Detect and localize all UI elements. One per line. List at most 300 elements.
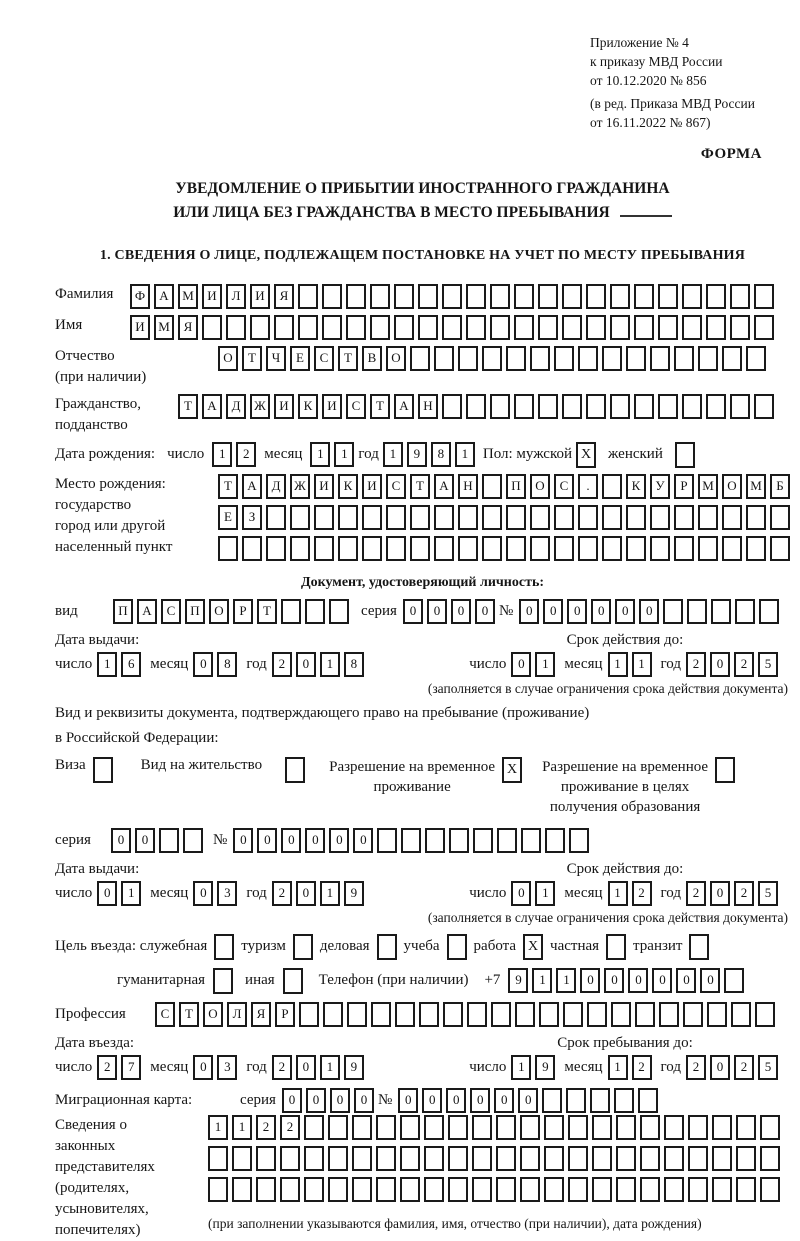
char-cell[interactable] (443, 1002, 463, 1027)
checkbox-inaya[interactable] (283, 968, 303, 994)
char-cell[interactable] (731, 1002, 751, 1027)
char-cell[interactable]: 2 (97, 1055, 117, 1080)
char-cell[interactable]: И (274, 394, 294, 419)
passport-expiry-month-cells[interactable] (608, 652, 656, 677)
char-cell[interactable]: 0 (710, 1055, 730, 1080)
char-cell[interactable] (688, 1115, 708, 1140)
char-cell[interactable]: Д (226, 394, 246, 419)
passport-issue-year-cells[interactable] (272, 652, 368, 677)
char-cell[interactable] (418, 315, 438, 340)
profession-cells[interactable] (155, 1002, 779, 1027)
rvp-issue-day-cells[interactable] (97, 881, 145, 906)
char-cell[interactable]: Т (257, 599, 277, 624)
char-cell[interactable] (746, 536, 766, 561)
char-cell[interactable]: 0 (403, 599, 423, 624)
char-cell[interactable] (554, 505, 574, 530)
char-cell[interactable] (338, 505, 358, 530)
char-cell[interactable] (401, 828, 421, 853)
char-cell[interactable] (616, 1146, 636, 1171)
char-cell[interactable]: 0 (296, 1055, 316, 1080)
char-cell[interactable] (274, 315, 294, 340)
char-cell[interactable]: У (650, 474, 670, 499)
char-cell[interactable]: А (434, 474, 454, 499)
char-cell[interactable] (352, 1146, 372, 1171)
char-cell[interactable]: 5 (758, 881, 778, 906)
char-cell[interactable] (394, 284, 414, 309)
char-cell[interactable] (562, 394, 582, 419)
char-cell[interactable] (183, 828, 203, 853)
doc-type-cells[interactable] (113, 599, 353, 624)
char-cell[interactable] (554, 346, 574, 371)
char-cell[interactable]: 0 (580, 968, 600, 993)
char-cell[interactable]: Н (418, 394, 438, 419)
char-cell[interactable]: 9 (344, 881, 364, 906)
char-cell[interactable]: 2 (686, 1055, 706, 1080)
char-cell[interactable]: И (314, 474, 334, 499)
char-cell[interactable]: 2 (734, 652, 754, 677)
char-cell[interactable]: 1 (97, 652, 117, 677)
char-cell[interactable]: 9 (407, 442, 427, 467)
char-cell[interactable]: Н (458, 474, 478, 499)
char-cell[interactable] (232, 1177, 252, 1202)
char-cell[interactable] (424, 1177, 444, 1202)
char-cell[interactable]: П (185, 599, 205, 624)
checkbox-rabota[interactable]: X (523, 934, 543, 960)
char-cell[interactable]: 0 (615, 599, 635, 624)
char-cell[interactable]: И (202, 284, 222, 309)
char-cell[interactable] (658, 284, 678, 309)
char-cell[interactable] (640, 1115, 660, 1140)
char-cell[interactable] (539, 1002, 559, 1027)
char-cell[interactable] (538, 284, 558, 309)
char-cell[interactable] (730, 284, 750, 309)
char-cell[interactable] (754, 284, 774, 309)
char-cell[interactable] (314, 505, 334, 530)
char-cell[interactable] (497, 828, 517, 853)
char-cell[interactable] (496, 1146, 516, 1171)
char-cell[interactable]: 1 (535, 881, 555, 906)
char-cell[interactable] (280, 1177, 300, 1202)
char-cell[interactable] (530, 505, 550, 530)
char-cell[interactable] (754, 315, 774, 340)
char-cell[interactable] (712, 1115, 732, 1140)
char-cell[interactable]: 0 (628, 968, 648, 993)
char-cell[interactable] (602, 346, 622, 371)
char-cell[interactable]: 0 (422, 1088, 442, 1113)
char-cell[interactable] (338, 536, 358, 561)
char-cell[interactable] (442, 394, 462, 419)
char-cell[interactable] (482, 505, 502, 530)
char-cell[interactable] (466, 284, 486, 309)
char-cell[interactable] (514, 394, 534, 419)
char-cell[interactable]: С (155, 1002, 175, 1027)
rvp-expiry-year-cells[interactable] (686, 881, 782, 906)
char-cell[interactable]: 1 (535, 652, 555, 677)
char-cell[interactable] (448, 1177, 468, 1202)
checkbox-male[interactable]: X (576, 442, 596, 468)
char-cell[interactable] (159, 828, 179, 853)
char-cell[interactable]: К (338, 474, 358, 499)
char-cell[interactable] (448, 1115, 468, 1140)
char-cell[interactable] (496, 1115, 516, 1140)
char-cell[interactable] (614, 1088, 634, 1113)
char-cell[interactable]: О (722, 474, 742, 499)
char-cell[interactable] (448, 1146, 468, 1171)
char-cell[interactable] (664, 1177, 684, 1202)
rvp-issue-month-cells[interactable] (193, 881, 241, 906)
char-cell[interactable]: 6 (121, 652, 141, 677)
char-cell[interactable] (520, 1146, 540, 1171)
char-cell[interactable]: К (626, 474, 646, 499)
char-cell[interactable]: 1 (608, 881, 628, 906)
char-cell[interactable] (634, 315, 654, 340)
char-cell[interactable]: 2 (280, 1115, 300, 1140)
char-cell[interactable] (418, 284, 438, 309)
char-cell[interactable]: 1 (320, 652, 340, 677)
char-cell[interactable] (425, 828, 445, 853)
char-cell[interactable]: 2 (734, 1055, 754, 1080)
char-cell[interactable] (687, 599, 707, 624)
migration-seriya-cells[interactable] (282, 1088, 378, 1113)
char-cell[interactable] (400, 1146, 420, 1171)
char-cell[interactable] (569, 828, 589, 853)
char-cell[interactable]: 2 (686, 881, 706, 906)
char-cell[interactable] (328, 1177, 348, 1202)
char-cell[interactable]: 1 (455, 442, 475, 467)
char-cell[interactable]: О (218, 346, 238, 371)
given-name-cells[interactable] (130, 315, 778, 340)
char-cell[interactable] (328, 1146, 348, 1171)
char-cell[interactable]: 0 (518, 1088, 538, 1113)
birth-year-cells[interactable] (383, 442, 479, 467)
char-cell[interactable] (322, 315, 342, 340)
rvp-issue-year-cells[interactable] (272, 881, 368, 906)
char-cell[interactable]: И (250, 284, 270, 309)
char-cell[interactable] (520, 1115, 540, 1140)
entry-month-cells[interactable] (193, 1055, 241, 1080)
char-cell[interactable] (634, 394, 654, 419)
char-cell[interactable] (521, 828, 541, 853)
char-cell[interactable] (304, 1177, 324, 1202)
char-cell[interactable] (674, 505, 694, 530)
char-cell[interactable] (346, 315, 366, 340)
char-cell[interactable] (506, 505, 526, 530)
char-cell[interactable] (395, 1002, 415, 1027)
char-cell[interactable]: 0 (305, 828, 325, 853)
char-cell[interactable]: 0 (296, 881, 316, 906)
char-cell[interactable]: 0 (543, 599, 563, 624)
char-cell[interactable] (266, 505, 286, 530)
char-cell[interactable]: 0 (354, 1088, 374, 1113)
char-cell[interactable] (707, 1002, 727, 1027)
char-cell[interactable] (706, 284, 726, 309)
char-cell[interactable] (352, 1177, 372, 1202)
passport-expiry-year-cells[interactable] (686, 652, 782, 677)
char-cell[interactable]: С (346, 394, 366, 419)
representatives-row3-cells[interactable] (208, 1177, 784, 1202)
char-cell[interactable] (688, 1146, 708, 1171)
char-cell[interactable] (587, 1002, 607, 1027)
char-cell[interactable] (298, 284, 318, 309)
char-cell[interactable]: М (154, 315, 174, 340)
char-cell[interactable] (730, 394, 750, 419)
char-cell[interactable] (544, 1146, 564, 1171)
char-cell[interactable]: 0 (511, 652, 531, 677)
char-cell[interactable] (659, 1002, 679, 1027)
char-cell[interactable] (482, 474, 502, 499)
char-cell[interactable]: 0 (296, 652, 316, 677)
char-cell[interactable] (770, 505, 790, 530)
char-cell[interactable]: 1 (208, 1115, 228, 1140)
surname-cells[interactable] (130, 284, 778, 309)
char-cell[interactable]: 0 (700, 968, 720, 993)
char-cell[interactable]: 0 (398, 1088, 418, 1113)
char-cell[interactable] (770, 536, 790, 561)
char-cell[interactable]: 1 (334, 442, 354, 467)
char-cell[interactable] (482, 346, 502, 371)
char-cell[interactable]: 0 (329, 828, 349, 853)
char-cell[interactable] (400, 1177, 420, 1202)
char-cell[interactable] (626, 346, 646, 371)
char-cell[interactable]: 9 (344, 1055, 364, 1080)
char-cell[interactable] (299, 1002, 319, 1027)
char-cell[interactable]: 2 (632, 881, 652, 906)
passport-issue-month-cells[interactable] (193, 652, 241, 677)
char-cell[interactable] (506, 536, 526, 561)
char-cell[interactable]: 0 (446, 1088, 466, 1113)
char-cell[interactable]: Я (178, 315, 198, 340)
char-cell[interactable]: 0 (710, 652, 730, 677)
char-cell[interactable] (545, 828, 565, 853)
char-cell[interactable] (698, 505, 718, 530)
char-cell[interactable] (592, 1146, 612, 1171)
char-cell[interactable]: 0 (281, 828, 301, 853)
char-cell[interactable]: 0 (193, 881, 213, 906)
char-cell[interactable] (706, 315, 726, 340)
char-cell[interactable]: П (113, 599, 133, 624)
char-cell[interactable]: Р (275, 1002, 295, 1027)
char-cell[interactable]: А (154, 284, 174, 309)
char-cell[interactable] (490, 284, 510, 309)
char-cell[interactable]: В (362, 346, 382, 371)
char-cell[interactable]: 5 (758, 652, 778, 677)
char-cell[interactable]: 2 (236, 442, 256, 467)
char-cell[interactable] (232, 1146, 252, 1171)
checkbox-female[interactable] (675, 442, 695, 468)
char-cell[interactable] (298, 315, 318, 340)
char-cell[interactable]: С (554, 474, 574, 499)
char-cell[interactable]: 8 (431, 442, 451, 467)
char-cell[interactable] (305, 599, 325, 624)
char-cell[interactable]: С (386, 474, 406, 499)
char-cell[interactable]: Т (178, 394, 198, 419)
char-cell[interactable] (466, 315, 486, 340)
char-cell[interactable] (683, 1002, 703, 1027)
char-cell[interactable] (578, 536, 598, 561)
char-cell[interactable] (419, 1002, 439, 1027)
entry-day-cells[interactable] (97, 1055, 145, 1080)
representatives-row1-cells[interactable] (208, 1115, 784, 1140)
char-cell[interactable] (410, 346, 430, 371)
char-cell[interactable] (650, 346, 670, 371)
citizenship-cells[interactable] (178, 394, 778, 419)
char-cell[interactable] (590, 1088, 610, 1113)
char-cell[interactable]: 0 (470, 1088, 490, 1113)
checkbox-ucheba[interactable] (447, 934, 467, 960)
char-cell[interactable]: Т (242, 346, 262, 371)
char-cell[interactable] (544, 1177, 564, 1202)
checkbox-rvp[interactable]: X (502, 757, 522, 783)
char-cell[interactable] (376, 1115, 396, 1140)
char-cell[interactable] (538, 394, 558, 419)
char-cell[interactable] (266, 536, 286, 561)
patronymic-cells[interactable] (218, 346, 770, 371)
char-cell[interactable]: 0 (257, 828, 277, 853)
char-cell[interactable]: И (322, 394, 342, 419)
char-cell[interactable] (568, 1115, 588, 1140)
char-cell[interactable]: 0 (591, 599, 611, 624)
char-cell[interactable]: 0 (511, 881, 531, 906)
char-cell[interactable] (506, 346, 526, 371)
char-cell[interactable] (208, 1177, 228, 1202)
char-cell[interactable] (698, 536, 718, 561)
char-cell[interactable]: 1 (212, 442, 232, 467)
char-cell[interactable] (706, 394, 726, 419)
char-cell[interactable]: 2 (686, 652, 706, 677)
char-cell[interactable] (377, 828, 397, 853)
char-cell[interactable]: Б (770, 474, 790, 499)
char-cell[interactable] (746, 346, 766, 371)
rvp-expiry-day-cells[interactable] (511, 881, 559, 906)
char-cell[interactable] (449, 828, 469, 853)
char-cell[interactable] (578, 346, 598, 371)
char-cell[interactable] (754, 394, 774, 419)
phone-cells[interactable] (508, 968, 748, 993)
char-cell[interactable]: 2 (272, 881, 292, 906)
char-cell[interactable] (658, 394, 678, 419)
char-cell[interactable] (650, 505, 670, 530)
char-cell[interactable] (562, 284, 582, 309)
char-cell[interactable] (724, 968, 744, 993)
birth-place-row3-cells[interactable] (218, 536, 794, 561)
char-cell[interactable]: 0 (652, 968, 672, 993)
char-cell[interactable] (256, 1177, 276, 1202)
checkbox-sluzhebnaya[interactable] (214, 934, 234, 960)
char-cell[interactable] (736, 1146, 756, 1171)
rvp-expiry-month-cells[interactable] (608, 881, 656, 906)
char-cell[interactable]: 0 (676, 968, 696, 993)
char-cell[interactable] (755, 1002, 775, 1027)
char-cell[interactable] (730, 315, 750, 340)
char-cell[interactable] (400, 1115, 420, 1140)
char-cell[interactable] (202, 315, 222, 340)
char-cell[interactable] (542, 1088, 562, 1113)
representatives-row2-cells[interactable] (208, 1146, 784, 1171)
char-cell[interactable] (682, 394, 702, 419)
char-cell[interactable]: А (202, 394, 222, 419)
char-cell[interactable]: 3 (217, 881, 237, 906)
char-cell[interactable] (530, 536, 550, 561)
char-cell[interactable]: Т (370, 394, 390, 419)
char-cell[interactable] (290, 536, 310, 561)
char-cell[interactable] (242, 536, 262, 561)
char-cell[interactable] (256, 1146, 276, 1171)
char-cell[interactable]: 2 (272, 652, 292, 677)
char-cell[interactable]: 0 (282, 1088, 302, 1113)
char-cell[interactable] (568, 1177, 588, 1202)
char-cell[interactable]: 0 (519, 599, 539, 624)
char-cell[interactable] (362, 505, 382, 530)
char-cell[interactable] (626, 505, 646, 530)
char-cell[interactable]: 0 (427, 599, 447, 624)
char-cell[interactable] (458, 346, 478, 371)
char-cell[interactable]: 2 (632, 1055, 652, 1080)
char-cell[interactable] (610, 315, 630, 340)
checkbox-turizm[interactable] (293, 934, 313, 960)
char-cell[interactable] (566, 1088, 586, 1113)
char-cell[interactable] (472, 1177, 492, 1202)
char-cell[interactable] (722, 505, 742, 530)
char-cell[interactable] (722, 536, 742, 561)
char-cell[interactable] (682, 315, 702, 340)
char-cell[interactable] (586, 394, 606, 419)
char-cell[interactable] (472, 1115, 492, 1140)
char-cell[interactable] (760, 1146, 780, 1171)
char-cell[interactable]: Т (218, 474, 238, 499)
char-cell[interactable] (482, 536, 502, 561)
char-cell[interactable] (370, 315, 390, 340)
char-cell[interactable] (650, 536, 670, 561)
char-cell[interactable] (250, 315, 270, 340)
char-cell[interactable]: 0 (567, 599, 587, 624)
char-cell[interactable] (386, 505, 406, 530)
char-cell[interactable]: О (386, 346, 406, 371)
char-cell[interactable]: Я (251, 1002, 271, 1027)
char-cell[interactable] (711, 599, 731, 624)
checkbox-residence-permit[interactable] (285, 757, 305, 783)
char-cell[interactable]: 2 (256, 1115, 276, 1140)
char-cell[interactable]: 2 (272, 1055, 292, 1080)
char-cell[interactable] (602, 505, 622, 530)
char-cell[interactable]: 0 (193, 1055, 213, 1080)
char-cell[interactable]: 0 (494, 1088, 514, 1113)
char-cell[interactable]: 0 (604, 968, 624, 993)
char-cell[interactable]: 1 (632, 652, 652, 677)
char-cell[interactable]: 0 (97, 881, 117, 906)
char-cell[interactable]: 1 (310, 442, 330, 467)
char-cell[interactable] (530, 346, 550, 371)
char-cell[interactable] (304, 1115, 324, 1140)
char-cell[interactable] (735, 599, 755, 624)
char-cell[interactable] (634, 284, 654, 309)
char-cell[interactable] (218, 536, 238, 561)
char-cell[interactable] (472, 1146, 492, 1171)
char-cell[interactable] (578, 505, 598, 530)
char-cell[interactable]: 5 (758, 1055, 778, 1080)
char-cell[interactable] (434, 505, 454, 530)
char-cell[interactable]: 1 (608, 1055, 628, 1080)
char-cell[interactable]: 8 (217, 652, 237, 677)
char-cell[interactable] (458, 505, 478, 530)
char-cell[interactable] (323, 1002, 343, 1027)
char-cell[interactable]: Ж (250, 394, 270, 419)
char-cell[interactable] (586, 284, 606, 309)
char-cell[interactable]: 0 (111, 828, 131, 853)
char-cell[interactable] (467, 1002, 487, 1027)
char-cell[interactable]: О (530, 474, 550, 499)
checkbox-visa[interactable] (93, 757, 113, 783)
char-cell[interactable] (434, 346, 454, 371)
